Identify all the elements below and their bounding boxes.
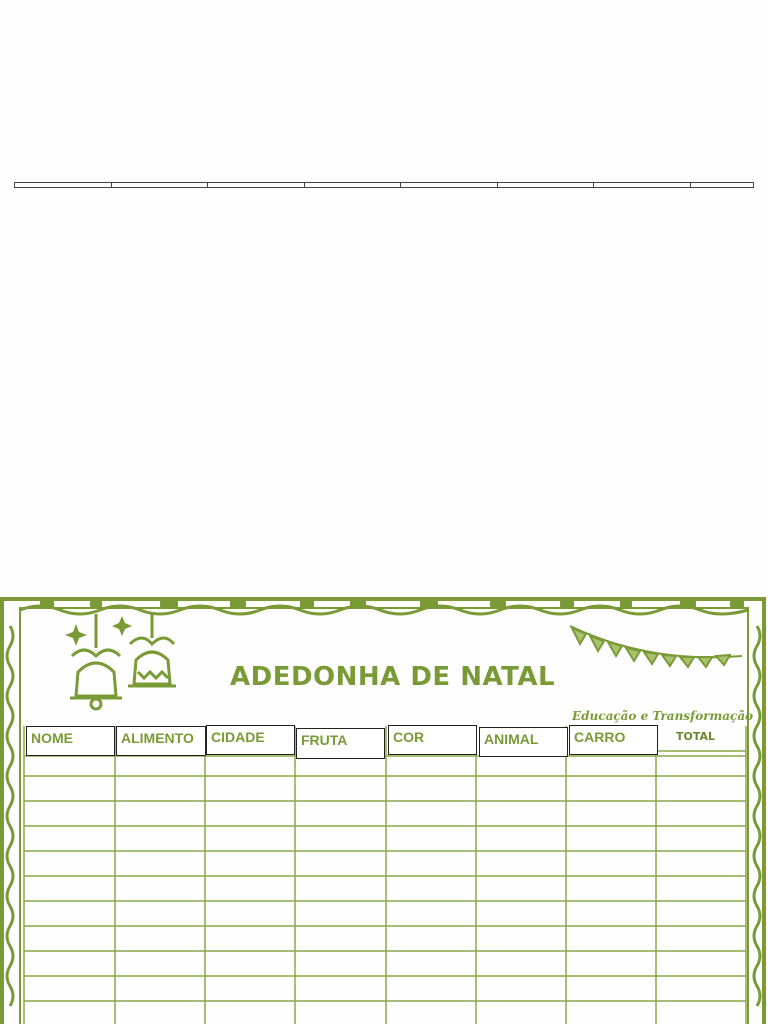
- table-cell: [498, 183, 595, 187]
- table-cell: [112, 183, 209, 187]
- table-cell: [594, 183, 691, 187]
- table-cell: [15, 183, 112, 187]
- header-total: TOTAL: [676, 730, 716, 743]
- worksheet: [0, 596, 768, 1024]
- table-cell: [691, 183, 753, 187]
- table-cell: [208, 183, 305, 187]
- empty-table-row: [14, 182, 754, 188]
- table-cell: [401, 183, 498, 187]
- vine-leaves-top: [40, 600, 744, 608]
- header-cidade: CIDADE: [206, 725, 295, 755]
- score-grid: [24, 726, 746, 1024]
- table-cell: [305, 183, 402, 187]
- decorative-frame: [0, 596, 768, 1024]
- worksheet-subtitle: Educação e Transformação: [572, 709, 754, 723]
- header-carro: CARRO: [569, 725, 658, 755]
- header-nome: NOME: [26, 726, 115, 756]
- header-animal: ANIMAL: [479, 727, 568, 757]
- header-alimento: ALIMENTO: [116, 726, 206, 756]
- header-fruta: FRUTA: [296, 728, 385, 759]
- bunting-icon: [570, 626, 742, 667]
- worksheet-title: ADEDONHA DE NATAL: [230, 662, 556, 692]
- star-icon: [65, 616, 132, 646]
- header-cor: COR: [388, 725, 477, 755]
